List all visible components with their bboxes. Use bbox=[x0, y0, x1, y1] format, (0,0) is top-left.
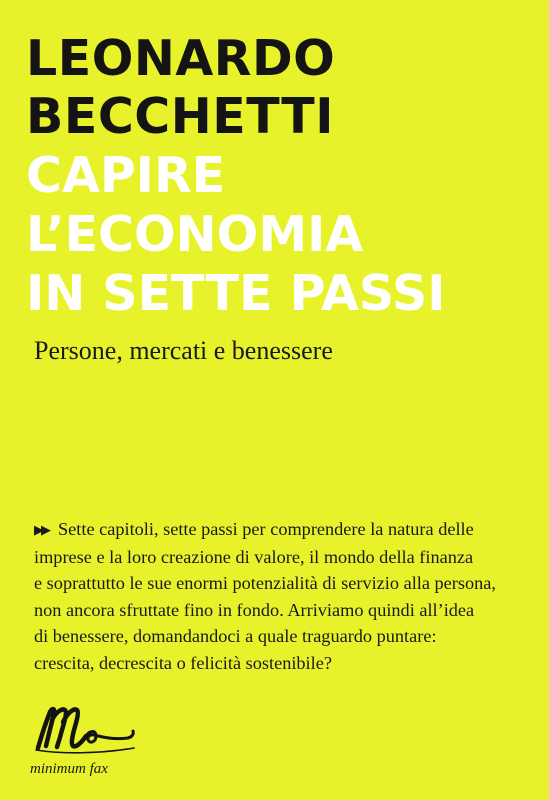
cover-blurb bbox=[34, 516, 539, 676]
publisher-name: minimum fax bbox=[30, 761, 108, 777]
blurb-line: non ancora sfruttate fino in fondo. Arriviamo quindi all’idea bbox=[34, 599, 475, 620]
author-name bbox=[26, 30, 335, 146]
blurb-line: di benessere, domandandoci a quale traguardo puntare: bbox=[34, 626, 437, 646]
blurb-line: e soprattutto le sue enormi potenzialità di servizio alla persona, bbox=[34, 573, 496, 593]
blurb-line bbox=[34, 516, 539, 544]
book-title bbox=[26, 146, 446, 323]
blurb-line: crescita, decrescita o felicità sostenibile? bbox=[34, 652, 332, 673]
blurb-line-text: Sette capitoli, sette passi per comprendere la natura delle bbox=[58, 519, 474, 539]
minimum-fax-logo-icon bbox=[30, 700, 140, 756]
publisher-mark bbox=[30, 700, 140, 780]
author-first-name: LEONARDO bbox=[26, 30, 336, 87]
blurb-line: imprese e la loro creazione di valore, il mondo della finanza bbox=[34, 546, 474, 567]
double-arrow-icon: ▶▶ bbox=[34, 522, 48, 537]
title-line-1: CAPIRE bbox=[26, 147, 226, 204]
title-line-2: L’ECONOMIA bbox=[26, 206, 364, 263]
book-subtitle: Persone, mercati e benessere bbox=[34, 336, 333, 365]
title-line-3: IN SETTE PASSI bbox=[26, 265, 446, 322]
author-last-name: BECCHETTI bbox=[26, 88, 334, 145]
